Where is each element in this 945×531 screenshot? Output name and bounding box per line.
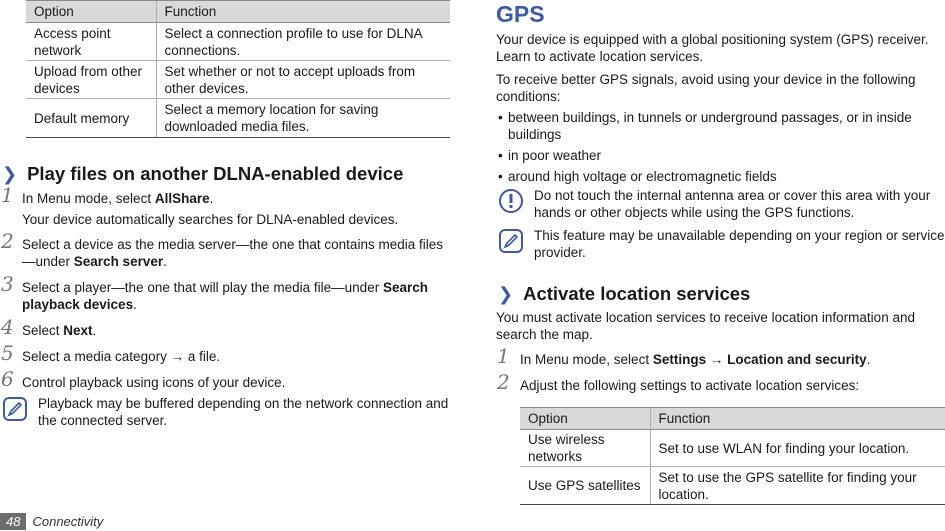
option-cell: Access point network — [26, 23, 156, 61]
step-text: In Menu mode, select — [22, 191, 155, 206]
list-item: • around high voltage or electromagnetic fields — [498, 169, 777, 184]
step-number: 1 — [1, 183, 14, 207]
intro-paragraph: To receive better GPS signals, avoid using your device in the following conditions: — [496, 72, 916, 104]
step-number: 3 — [1, 272, 14, 296]
function-cell: Set to use WLAN for finding your location. — [650, 430, 945, 467]
option-cell: Use GPS satellites — [520, 467, 650, 505]
column-header-option: Option — [26, 1, 156, 23]
step-item — [0, 315, 450, 339]
step-item — [496, 370, 945, 394]
chevron-right-icon: ❯ — [2, 164, 18, 184]
step-item — [0, 367, 450, 391]
section-heading-activate-location — [496, 283, 945, 305]
conditions-list — [496, 109, 945, 185]
list-item: • in poor weather — [498, 148, 602, 163]
table-row — [520, 467, 945, 505]
step-number: 4 — [1, 315, 14, 339]
step-keyword: Search server — [73, 254, 164, 269]
step-number: 2 — [1, 229, 14, 253]
warning-icon — [498, 188, 524, 214]
chapter-name: Connectivity — [32, 514, 104, 529]
step-subtext: Your device automatically searches for DLNA-enabled devices. — [22, 212, 399, 227]
step-number: 5 — [1, 341, 14, 365]
note-pencil-icon — [498, 228, 524, 254]
list-item: • between buildings, in tunnels or underground passages, or in inside buildings — [498, 110, 912, 142]
note-box — [496, 227, 945, 261]
step-keyword: Location and security — [727, 352, 867, 367]
chevron-right-icon: ❯ — [498, 284, 514, 304]
section-intro: You must activate location services to receive location information and search the map. — [496, 310, 915, 342]
column-header-function: Function — [156, 1, 450, 23]
section-title: Play files on another DLNA-enabled device — [27, 163, 404, 184]
table-row — [26, 61, 450, 99]
warning-text: Do not touch the internal antenna area or cover this area with your hands or other objects while using the GPS functions. — [534, 188, 931, 220]
step-text: Select a player—the one that will play the media file—under — [22, 280, 383, 295]
option-cell: Upload from other devices — [26, 61, 156, 99]
step-text: Adjust the following settings to activate location services: — [520, 378, 860, 393]
step-item — [0, 183, 450, 228]
step-number: 6 — [1, 367, 14, 391]
step-keyword: AllShare — [154, 191, 210, 206]
warning-box — [496, 187, 945, 221]
table-row — [520, 430, 945, 467]
list-item-text: around high voltage or electromagnetic fields — [508, 169, 777, 184]
step-text-end: . — [133, 297, 137, 312]
page-title: GPS — [496, 1, 545, 27]
step-item — [0, 229, 450, 270]
note-text: This feature may be unavailable depending on your region or service provider. — [534, 228, 945, 260]
table-row — [26, 23, 450, 61]
location-options-table — [520, 407, 945, 505]
table-header-row — [520, 408, 945, 430]
option-cell: Use wireless networks — [520, 430, 650, 467]
step-text: Control playback using icons of your device. — [22, 375, 286, 390]
step-text: Select a device as the media server—the one that contains media files—under — [22, 237, 443, 269]
step-arrow: → — [706, 352, 728, 367]
left-column — [0, 0, 450, 429]
note-text: Playback may be buffered depending on the network connection and the connected server. — [38, 396, 449, 428]
list-item-text: between buildings, in tunnels or underground passages, or in inside buildings — [508, 110, 912, 142]
step-item — [0, 341, 450, 365]
step-text-end: . — [209, 191, 214, 206]
note-pencil-icon — [2, 396, 28, 422]
note-box — [0, 395, 450, 429]
column-header-option: Option — [520, 408, 650, 430]
column-header-function: Function — [650, 408, 945, 430]
step-number: 1 — [497, 344, 510, 368]
step-item — [496, 344, 945, 368]
page-number: 48 — [0, 513, 26, 530]
step-keyword: Search playback devices — [22, 280, 428, 312]
table-header-row — [26, 1, 450, 23]
step-text: Select a media category → a file. — [22, 349, 221, 364]
function-cell: Select a memory location for saving downloaded media files. — [156, 99, 450, 138]
function-cell: Select a connection profile to use for DLNA connections. — [156, 23, 450, 61]
table-row — [26, 99, 450, 138]
intro-paragraph: Your device is equipped with a global positioning system (GPS) receiver. Learn to activate location services. — [496, 32, 929, 64]
section-heading-play-files — [0, 163, 450, 185]
step-text-end: . — [92, 323, 97, 338]
page-footer — [0, 512, 103, 531]
step-text-end: . — [866, 352, 871, 367]
dlna-options-table — [26, 0, 450, 138]
function-cell: Set to use the GPS satellite for finding your location. — [650, 467, 945, 505]
section-title: Activate location services — [523, 283, 751, 304]
step-keyword: Settings — [652, 352, 707, 367]
list-item-text: in poor weather — [508, 148, 602, 163]
option-cell: Default memory — [26, 99, 156, 138]
step-keyword: Next — [63, 323, 93, 338]
step-item — [0, 272, 450, 313]
step-text: In Menu mode, select — [520, 352, 653, 367]
step-number: 2 — [497, 370, 510, 394]
step-text: Select — [22, 323, 64, 338]
step-list — [0, 183, 450, 391]
function-cell: Set whether or not to accept uploads from other devices. — [156, 61, 450, 99]
step-text-end: . — [163, 254, 167, 269]
right-column — [496, 0, 945, 505]
